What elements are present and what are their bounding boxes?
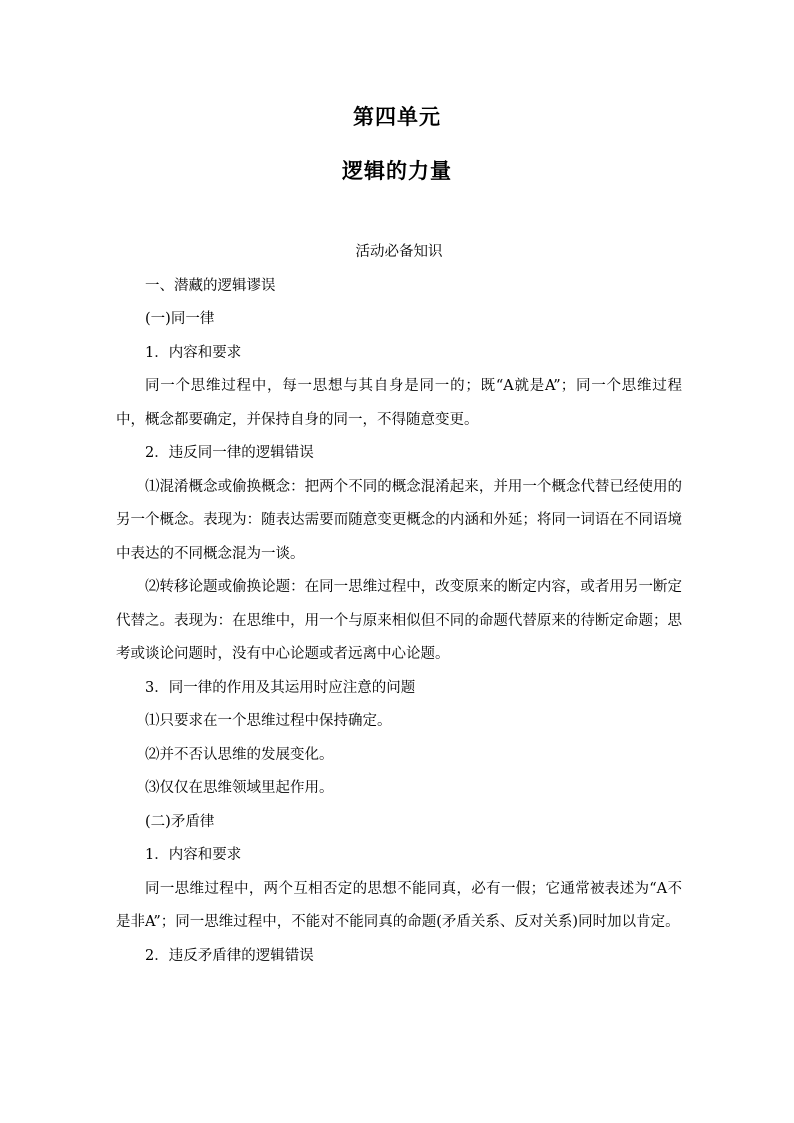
body-paragraph: 同一个思维过程中，每一思想与其自身是同一的；既“A就是A”；同一个思维过程中，概念都要确定，并保持自身的同一，不得随意变更。 [116, 378, 682, 428]
document-body [116, 236, 682, 973]
body-paragraph: 同一思维过程中，两个互相否定的思想不能同真，必有一假；它通常被表述为“A不是非A”；同一思维过程中，不能对不能同真的命题(矛盾关系、反对关系)同时加以肯定。 [116, 880, 682, 930]
heading-level-3: 2．违反同一律的逻辑错误 [145, 445, 314, 461]
unit-title: 第四单元 [353, 104, 441, 129]
body-paragraph: ⑴混淆概念或偷换概念：把两个不同的概念混淆起来，并用一个概念代替已经使用的另一个概念。表现为：随表达需要而随意变更概念的内涵和外延；将同一词语在不同语境中表达的不同概念混为一谈。 [116, 478, 682, 562]
heading-level-3: 2．违反矛盾律的逻辑错误 [145, 947, 314, 964]
heading-level-2: (一)同一律 [145, 311, 215, 327]
heading-level-3: 1．内容和要求 [145, 344, 242, 361]
body-paragraph: ⑵转移论题或偷换论题：在同一思维过程中，改变原来的断定内容，或者用另一断定代替之。表现为：在思维中，用一个与原来相似但不同的命题代替原来的待断定命题；思考或谈论问题时，没有中心论题或者远离中心论题。 [116, 579, 682, 662]
unit-subtitle: 逻辑的力量 [342, 158, 452, 183]
heading-level-1: 一、潜藏的逻辑谬误 [145, 277, 276, 294]
list-item: ⑴只要求在一个思维过程中保持确定。 [145, 713, 392, 729]
list-item: ⑶仅仅在思维领域里起作用。 [145, 780, 334, 796]
heading-level-2: (二)矛盾律 [145, 813, 215, 830]
section-heading: 活动必备知识 [355, 244, 443, 260]
heading-level-3: 1．内容和要求 [145, 847, 242, 863]
heading-level-3: 3．同一律的作用及其运用时应注意的问题 [145, 679, 416, 696]
list-item: ⑵并不否认思维的发展变化。 [145, 746, 334, 763]
